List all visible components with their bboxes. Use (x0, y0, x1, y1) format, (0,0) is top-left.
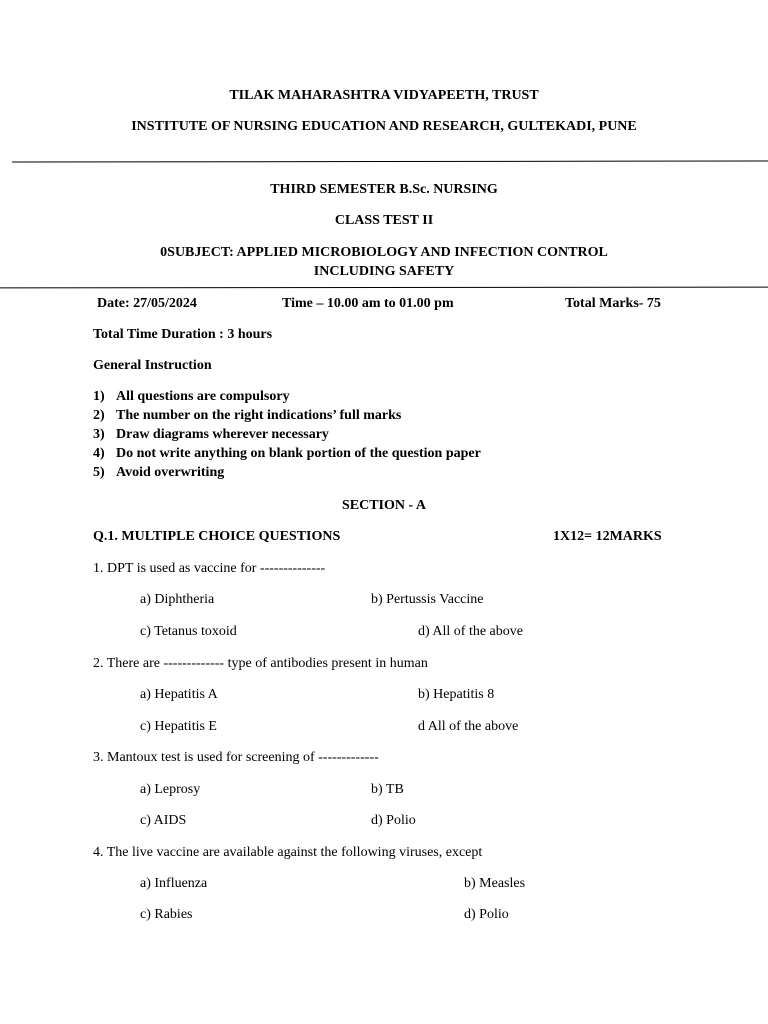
question-4-option-a: a) Influenza (140, 876, 208, 891)
semester-title: THIRD SEMESTER B.Sc. NURSING (270, 182, 498, 197)
subject-line-2: INCLUDING SAFETY (313, 264, 455, 279)
question-4-option-d: d) Polio (464, 907, 509, 922)
section-title: SECTION - A (341, 498, 427, 513)
question-2-option-a: a) Hepatitis A (140, 687, 218, 702)
time-duration: Total Time Duration : 3 hours (93, 327, 273, 342)
question-4-option-b: b) Measles (464, 876, 526, 891)
instruction-text: All questions are compulsory (116, 389, 290, 404)
question-2-option-c: c) Hepatitis E (140, 719, 217, 734)
question-1-option-b: b) Pertussis Vaccine (371, 592, 484, 607)
instruction-item (93, 446, 481, 465)
question-3-option-a: a) Leprosy (140, 782, 201, 797)
instruction-text: Do not write anything on blank portion of the question paper (116, 446, 481, 461)
instruction-item (93, 427, 481, 446)
question-4-option-c: c) Rabies (140, 907, 193, 922)
question-4: 4. The live vaccine are available against the following viruses, except (93, 845, 483, 860)
instruction-text: Draw diagrams wherever necessary (116, 427, 329, 442)
question-2-option-b: b) Hepatitis 8 (418, 687, 495, 702)
question-1: 1. DPT is used as vaccine for -------------- (93, 561, 326, 576)
instruction-number: 2) (93, 408, 105, 423)
test-title: CLASS TEST II (334, 213, 434, 228)
total-marks: Total Marks- 75 (565, 296, 661, 311)
institute-name: INSTITUTE OF NURSING EDUCATION AND RESEARCH, GULTEKADI, PUNE (131, 119, 637, 134)
instruction-number: 3) (93, 427, 105, 442)
question-3-option-c: c) AIDS (140, 813, 187, 828)
question-3-option-b: b) TB (371, 782, 404, 797)
subject-divider (0, 287, 768, 289)
instruction-item (93, 408, 481, 427)
question-group-marks: 1X12= 12MARKS (553, 529, 662, 544)
question-3-option-d: d) Polio (371, 813, 416, 828)
instruction-text: Avoid overwriting (116, 465, 225, 480)
instructions-list (93, 389, 481, 484)
instruction-number: 5) (93, 465, 105, 480)
instruction-number: 4) (93, 446, 105, 461)
trust-name: TILAK MAHARASHTRA VIDYAPEETH, TRUST (229, 88, 539, 103)
question-3: 3. Mantoux test is used for screening of ------------- (93, 750, 379, 765)
header-divider (12, 160, 768, 162)
instruction-number: 1) (93, 389, 105, 404)
question-group-heading: Q.1. MULTIPLE CHOICE QUESTIONS (93, 529, 341, 544)
question-2-option-d: d All of the above (418, 719, 519, 734)
instruction-item (93, 465, 481, 484)
question-1-option-c: c) Tetanus toxoid (140, 624, 237, 639)
question-1-option-d: d) All of the above (418, 624, 523, 639)
subject-line-1: 0SUBJECT: APPLIED MICROBIOLOGY AND INFECTION CONTROL (160, 245, 608, 260)
exam-date: Date: 27/05/2024 (97, 296, 197, 311)
instruction-text: The number on the right indications’ full marks (116, 408, 402, 423)
exam-time: Time – 10.00 am to 01.00 pm (282, 296, 454, 311)
question-1-option-a: a) Diphtheria (140, 592, 215, 607)
question-2: 2. There are ------------- type of antibodies present in human (93, 656, 428, 671)
instructions-heading: General Instruction (93, 358, 212, 373)
instruction-item (93, 389, 481, 408)
